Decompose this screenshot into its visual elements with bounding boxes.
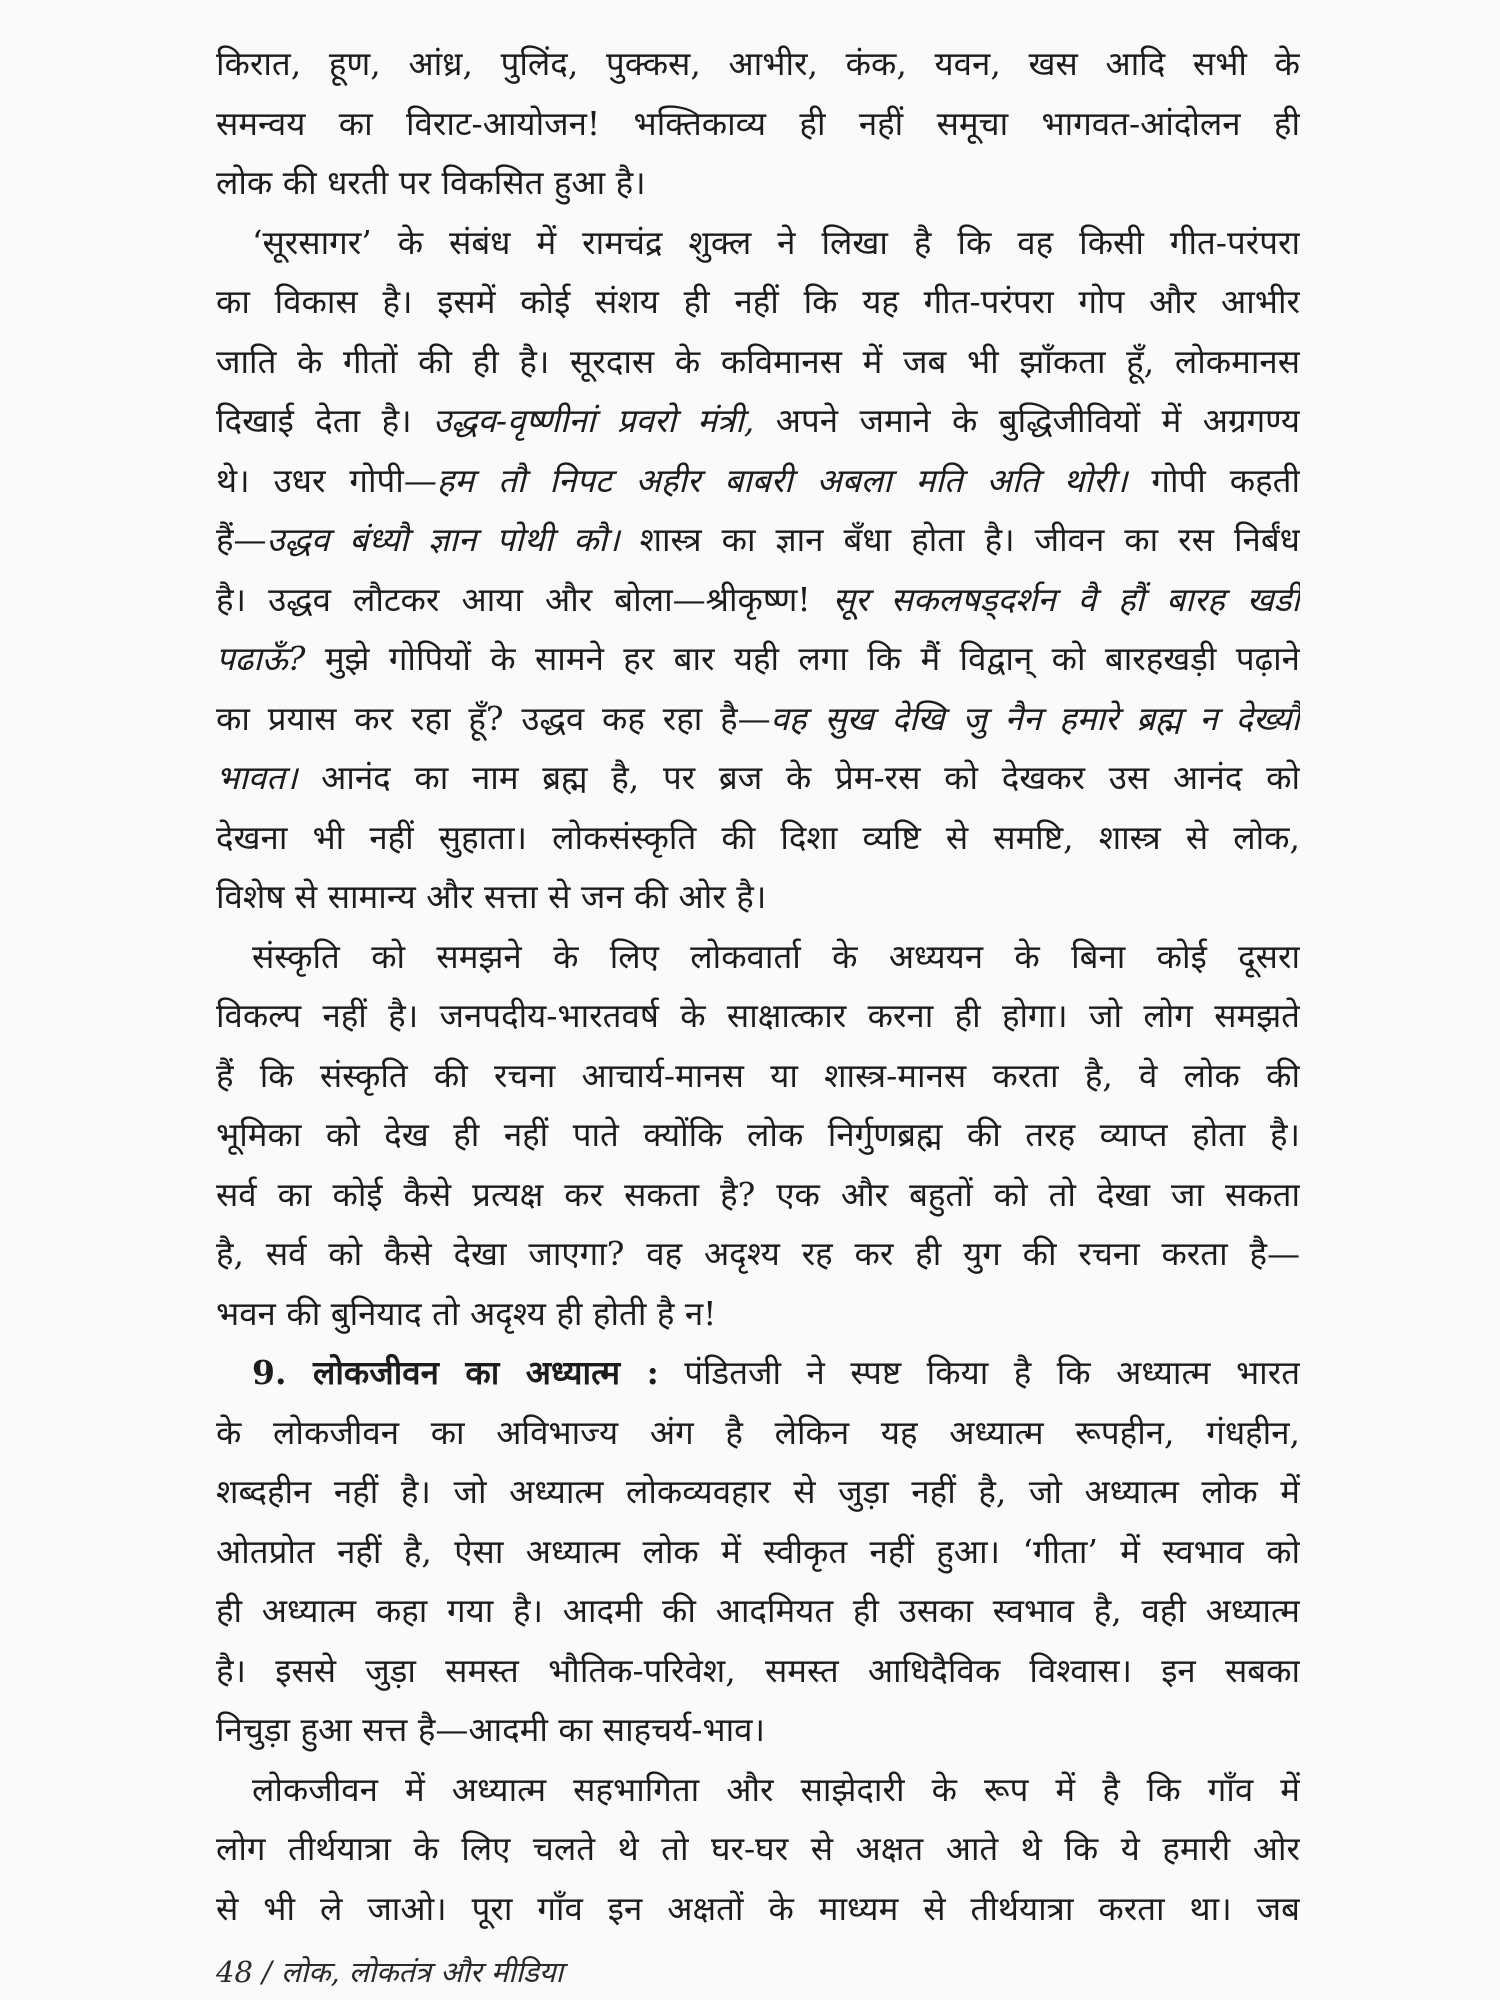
- text-line: [216, 510, 1300, 570]
- quote-italic: उद्धव बंध्यौ ज्ञान पोथी कौ।: [266, 520, 620, 559]
- text-segment: का प्रयास कर रहा हूँ? उद्धव कह रहा है—: [216, 698, 771, 738]
- text-line: किरात, हूण, आंध्र, पुलिंद, पुक्कस, आभीर, कंक, यवन, खस आदि सभी के: [216, 44, 1300, 83]
- text-segment: थे। उधर गोपी—: [216, 460, 437, 500]
- text-line: [216, 689, 1300, 749]
- text-line: का विकास है। इसमें कोई संशय ही नहीं कि यह गीत-परंपरा गोप और आभीर: [216, 282, 1300, 321]
- text-line: [216, 629, 1300, 689]
- text-line: भवन की बुनियाद तो अदृश्य ही होती है न!: [216, 1293, 717, 1333]
- quote-italic: वह सुख देखि जु नैन हमारे ब्रह्म न देख्यौ: [770, 698, 1300, 738]
- text-segment: मुझे गोपियों के सामने हर बार यही लगा कि मैं विद्वान् को बारहखड़ी पढ़ाने: [305, 639, 1300, 678]
- text-line: विकल्प नहीं है। जनपदीय-भारतवर्ष के साक्षात्कार करना ही होगा। जो लोग समझते: [216, 996, 1300, 1035]
- text-line: निचुड़ा हुआ सत्त है—आदमी का साहचर्य-भाव।: [216, 1710, 765, 1749]
- body-text: [216, 34, 1300, 1938]
- text-line: [216, 748, 1300, 808]
- text-segment: अपने जमाने के बुद्धिजीवियों में अग्रगण्य: [754, 401, 1300, 440]
- text-segment: है। उद्धव लौटकर आया और बोला—श्रीकृष्ण!: [216, 579, 833, 619]
- paragraph-start-line: संस्कृति को समझने के लिए लोकवार्ता के अध्ययन के बिना कोई दूसरा: [252, 936, 1300, 976]
- paragraph-start-line: लोकजीवन में अध्यात्म सहभागिता और साझेदारी के रूप में है कि गाँव में: [252, 1769, 1300, 1809]
- text-segment: पंडितजी ने स्पष्ट किया है कि अध्यात्म भारत: [658, 1353, 1300, 1392]
- text-segment: हैं—: [216, 520, 267, 559]
- text-line: जाति के गीतों की ही है। सूरदास के कविमानस में जब भी झाँकता हूँ, लोकमानस: [216, 341, 1300, 381]
- text-segment: दिखाई देता है।: [216, 401, 434, 440]
- quote-italic: उद्धव-वृष्णीनां प्रवरो मंत्री,: [433, 401, 755, 440]
- text-line: विशेष से सामान्य और सत्ता से जन की ओर है।: [216, 877, 767, 916]
- text-line: से भी ले जाओ। पूरा गाँव इन अक्षतों के माध्यम से तीर्थयात्रा करता था। जब: [216, 1888, 1300, 1928]
- section-heading: 9. लोकजीवन का अध्यात्म :: [252, 1353, 659, 1392]
- text-segment: गोपी कहती: [1127, 460, 1300, 500]
- text-segment: शास्त्र का ज्ञान बँधा होता है। जीवन का रस निर्बंध: [619, 520, 1300, 559]
- text-line: ओतप्रोत नहीं है, ऐसा अध्यात्म लोक में स्वीकृत नहीं हुआ। ‘गीता’ में स्वभाव को: [216, 1531, 1300, 1571]
- page-footer: 48 / लोक, लोकतंत्र और मीडिया: [216, 1955, 564, 1989]
- text-line: भूमिका को देख ही नहीं पाते क्योंकि लोक निर्गुणब्रह्म की तरह व्याप्त होता है।: [216, 1115, 1300, 1154]
- quote-italic: पढाऊँ?: [216, 639, 306, 678]
- text-line: है। इससे जुड़ा समस्त भौतिक-परिवेश, समस्त आधिदैविक विश्वास। इन सबका: [216, 1650, 1300, 1690]
- text-line: [216, 570, 1300, 630]
- quote-italic: हम तौ निपट अहीर बाबरी अबला मति अति थोरी।: [436, 460, 1128, 500]
- text-line: के लोकजीवन का अविभाज्य अंग है लेकिन यह अध्यात्म रूपहीन, गंधहीन,: [216, 1412, 1300, 1452]
- paragraph-start-line: ‘सूरसागर’ के संबंध में रामचंद्र शुक्ल ने लिखा है कि वह किसी गीत-परंपरा: [252, 222, 1300, 262]
- text-line: हैं कि संस्कृति की रचना आचार्य-मानस या शास्त्र-मानस करता है, वे लोक की: [216, 1055, 1300, 1095]
- text-line: लोग तीर्थयात्रा के लिए चलते थे तो घर-घर से अक्षत आते थे कि ये हमारी ओर: [216, 1829, 1300, 1868]
- text-line: सर्व का कोई कैसे प्रत्यक्ष कर सकता है? एक और बहुतों को तो देखा जा सकता: [216, 1174, 1300, 1214]
- text-line: समन्वय का विराट-आयोजन! भक्तिकाव्य ही नहीं समूचा भागवत-आंदोलन ही: [216, 103, 1300, 143]
- quote-italic: भावत।: [216, 758, 298, 797]
- quote-italic: सूर सकलषड्दर्शन वै हौं बारह खडी: [832, 579, 1300, 619]
- text-line: है, सर्व को कैसे देखा जाएगा? वह अदृश्य रह कर ही युग की रचना करता है—: [216, 1234, 1300, 1273]
- text-line: ही अध्यात्म कहा गया है। आदमी की आदमियत ही उसका स्वभाव है, वही अध्यात्म: [216, 1591, 1300, 1630]
- text-line: [216, 451, 1300, 511]
- section-heading-line: [216, 1343, 1300, 1403]
- text-line: [216, 391, 1300, 451]
- text-line: देखना भी नहीं सुहाता। लोकसंस्कृति की दिशा व्यष्टि से समष्टि, शास्त्र से लोक,: [216, 817, 1300, 857]
- text-line: लोक की धरती पर विकसित हुआ है।: [216, 163, 646, 202]
- text-line: शब्दहीन नहीं है। जो अध्यात्म लोकव्यवहार से जुड़ा नहीं है, जो अध्यात्म लोक में: [216, 1472, 1300, 1511]
- text-segment: आनंद का नाम ब्रह्म है, पर ब्रज के प्रेम-रस को देखकर उस आनंद को: [297, 758, 1300, 797]
